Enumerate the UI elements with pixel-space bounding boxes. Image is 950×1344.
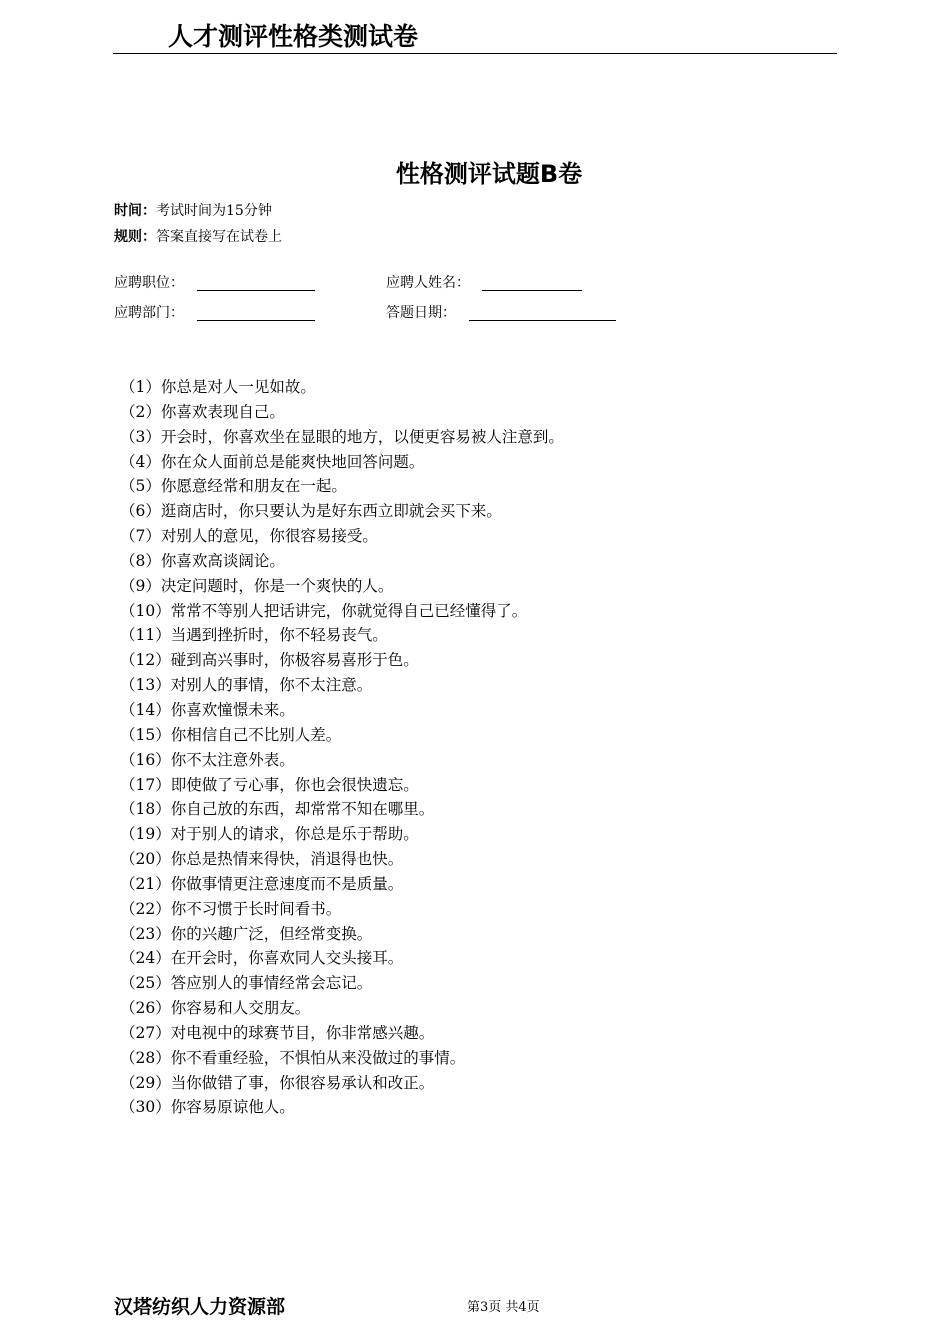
position-blank[interactable] bbox=[197, 290, 315, 291]
footer-company: 汉塔纺织人力资源部 bbox=[114, 1296, 286, 1318]
question-item: （9）决定问题时，你是一个爽快的人。 bbox=[120, 576, 394, 595]
question-item: （2）你喜欢表现自己。 bbox=[120, 402, 285, 421]
question-item: （12）碰到高兴事时，你极容易喜形于色。 bbox=[120, 651, 419, 670]
time-label: 时间： bbox=[114, 203, 156, 219]
question-item: （26）你容易和人交朋友。 bbox=[120, 999, 311, 1018]
department-label: 应聘部门： bbox=[114, 305, 184, 321]
question-item: （21）你做事情更注意速度而不是质量。 bbox=[120, 874, 404, 893]
question-item: （22）你不习惯于长时间看书。 bbox=[120, 899, 342, 918]
rule-label: 规则： bbox=[114, 229, 156, 245]
time-line bbox=[114, 201, 272, 221]
question-item: （24）在开会时，你喜欢同人交头接耳。 bbox=[120, 949, 404, 968]
name-label: 应聘人姓名： bbox=[386, 275, 470, 291]
page-title: 性格测评试题B卷 bbox=[395, 160, 583, 188]
question-item: （10）常常不等别人把话讲完，你就觉得自己已经懂得了。 bbox=[120, 601, 528, 620]
question-item: （1）你总是对人一见如故。 bbox=[120, 378, 316, 396]
rule-line bbox=[114, 227, 282, 247]
question-item: （11）当遇到挫折时，你不轻易丧气。 bbox=[120, 626, 388, 645]
date-label: 答题日期： bbox=[386, 305, 456, 321]
question-item: （17）即使做了亏心事，你也会很快遗忘。 bbox=[120, 775, 419, 794]
question-item: （6）逛商店时，你只要认为是好东西立即就会买下来。 bbox=[120, 502, 502, 521]
header-rule bbox=[113, 53, 837, 54]
position-label: 应聘职位： bbox=[114, 275, 184, 291]
date-blank[interactable] bbox=[469, 320, 616, 321]
footer-page-number: 第3页 共4页 bbox=[467, 1300, 540, 1315]
question-item: （15）你相信自己不比别人差。 bbox=[120, 725, 342, 744]
question-item: （27）对电视中的球赛节目，你非常感兴趣。 bbox=[120, 1023, 435, 1042]
question-item: （16）你不太注意外表。 bbox=[120, 750, 295, 769]
question-item: （29）当你做错了事，你很容易承认和改正。 bbox=[120, 1073, 435, 1092]
question-item: （13）对别人的事情，你不太注意。 bbox=[120, 676, 373, 695]
question-item: （8）你喜欢高谈阔论。 bbox=[120, 551, 285, 570]
header-title: 人才测评性格类测试卷 bbox=[168, 22, 419, 51]
rule-value: 答案直接写在试卷上 bbox=[156, 229, 282, 245]
question-item: （19）对于别人的请求，你总是乐于帮助。 bbox=[120, 825, 419, 844]
question-item: （7）对别人的意见，你很容易接受。 bbox=[120, 527, 378, 546]
question-item: （4）你在众人面前总是能爽快地回答问题。 bbox=[120, 452, 425, 471]
question-item: （30）你容易原谅他人。 bbox=[120, 1098, 295, 1117]
question-item: （18）你自己放的东西，却常常不知在哪里。 bbox=[120, 800, 435, 819]
question-item: （23）你的兴趣广泛，但经常变换。 bbox=[120, 924, 373, 943]
question-item: （5）你愿意经常和朋友在一起。 bbox=[120, 477, 347, 496]
name-blank[interactable] bbox=[482, 290, 582, 291]
question-item: （28）你不看重经验，不惧怕从来没做过的事情。 bbox=[120, 1048, 466, 1067]
time-value: 考试时间为15分钟 bbox=[156, 203, 272, 219]
question-item: （3）开会时，你喜欢坐在显眼的地方，以便更容易被人注意到。 bbox=[120, 427, 564, 446]
question-item: （25）答应别人的事情经常会忘记。 bbox=[120, 974, 373, 993]
question-item: （14）你喜欢憧憬未来。 bbox=[120, 700, 295, 719]
question-item: （20）你总是热情来得快，消退得也快。 bbox=[120, 850, 404, 869]
question-list bbox=[120, 375, 564, 1120]
department-blank[interactable] bbox=[197, 320, 315, 321]
